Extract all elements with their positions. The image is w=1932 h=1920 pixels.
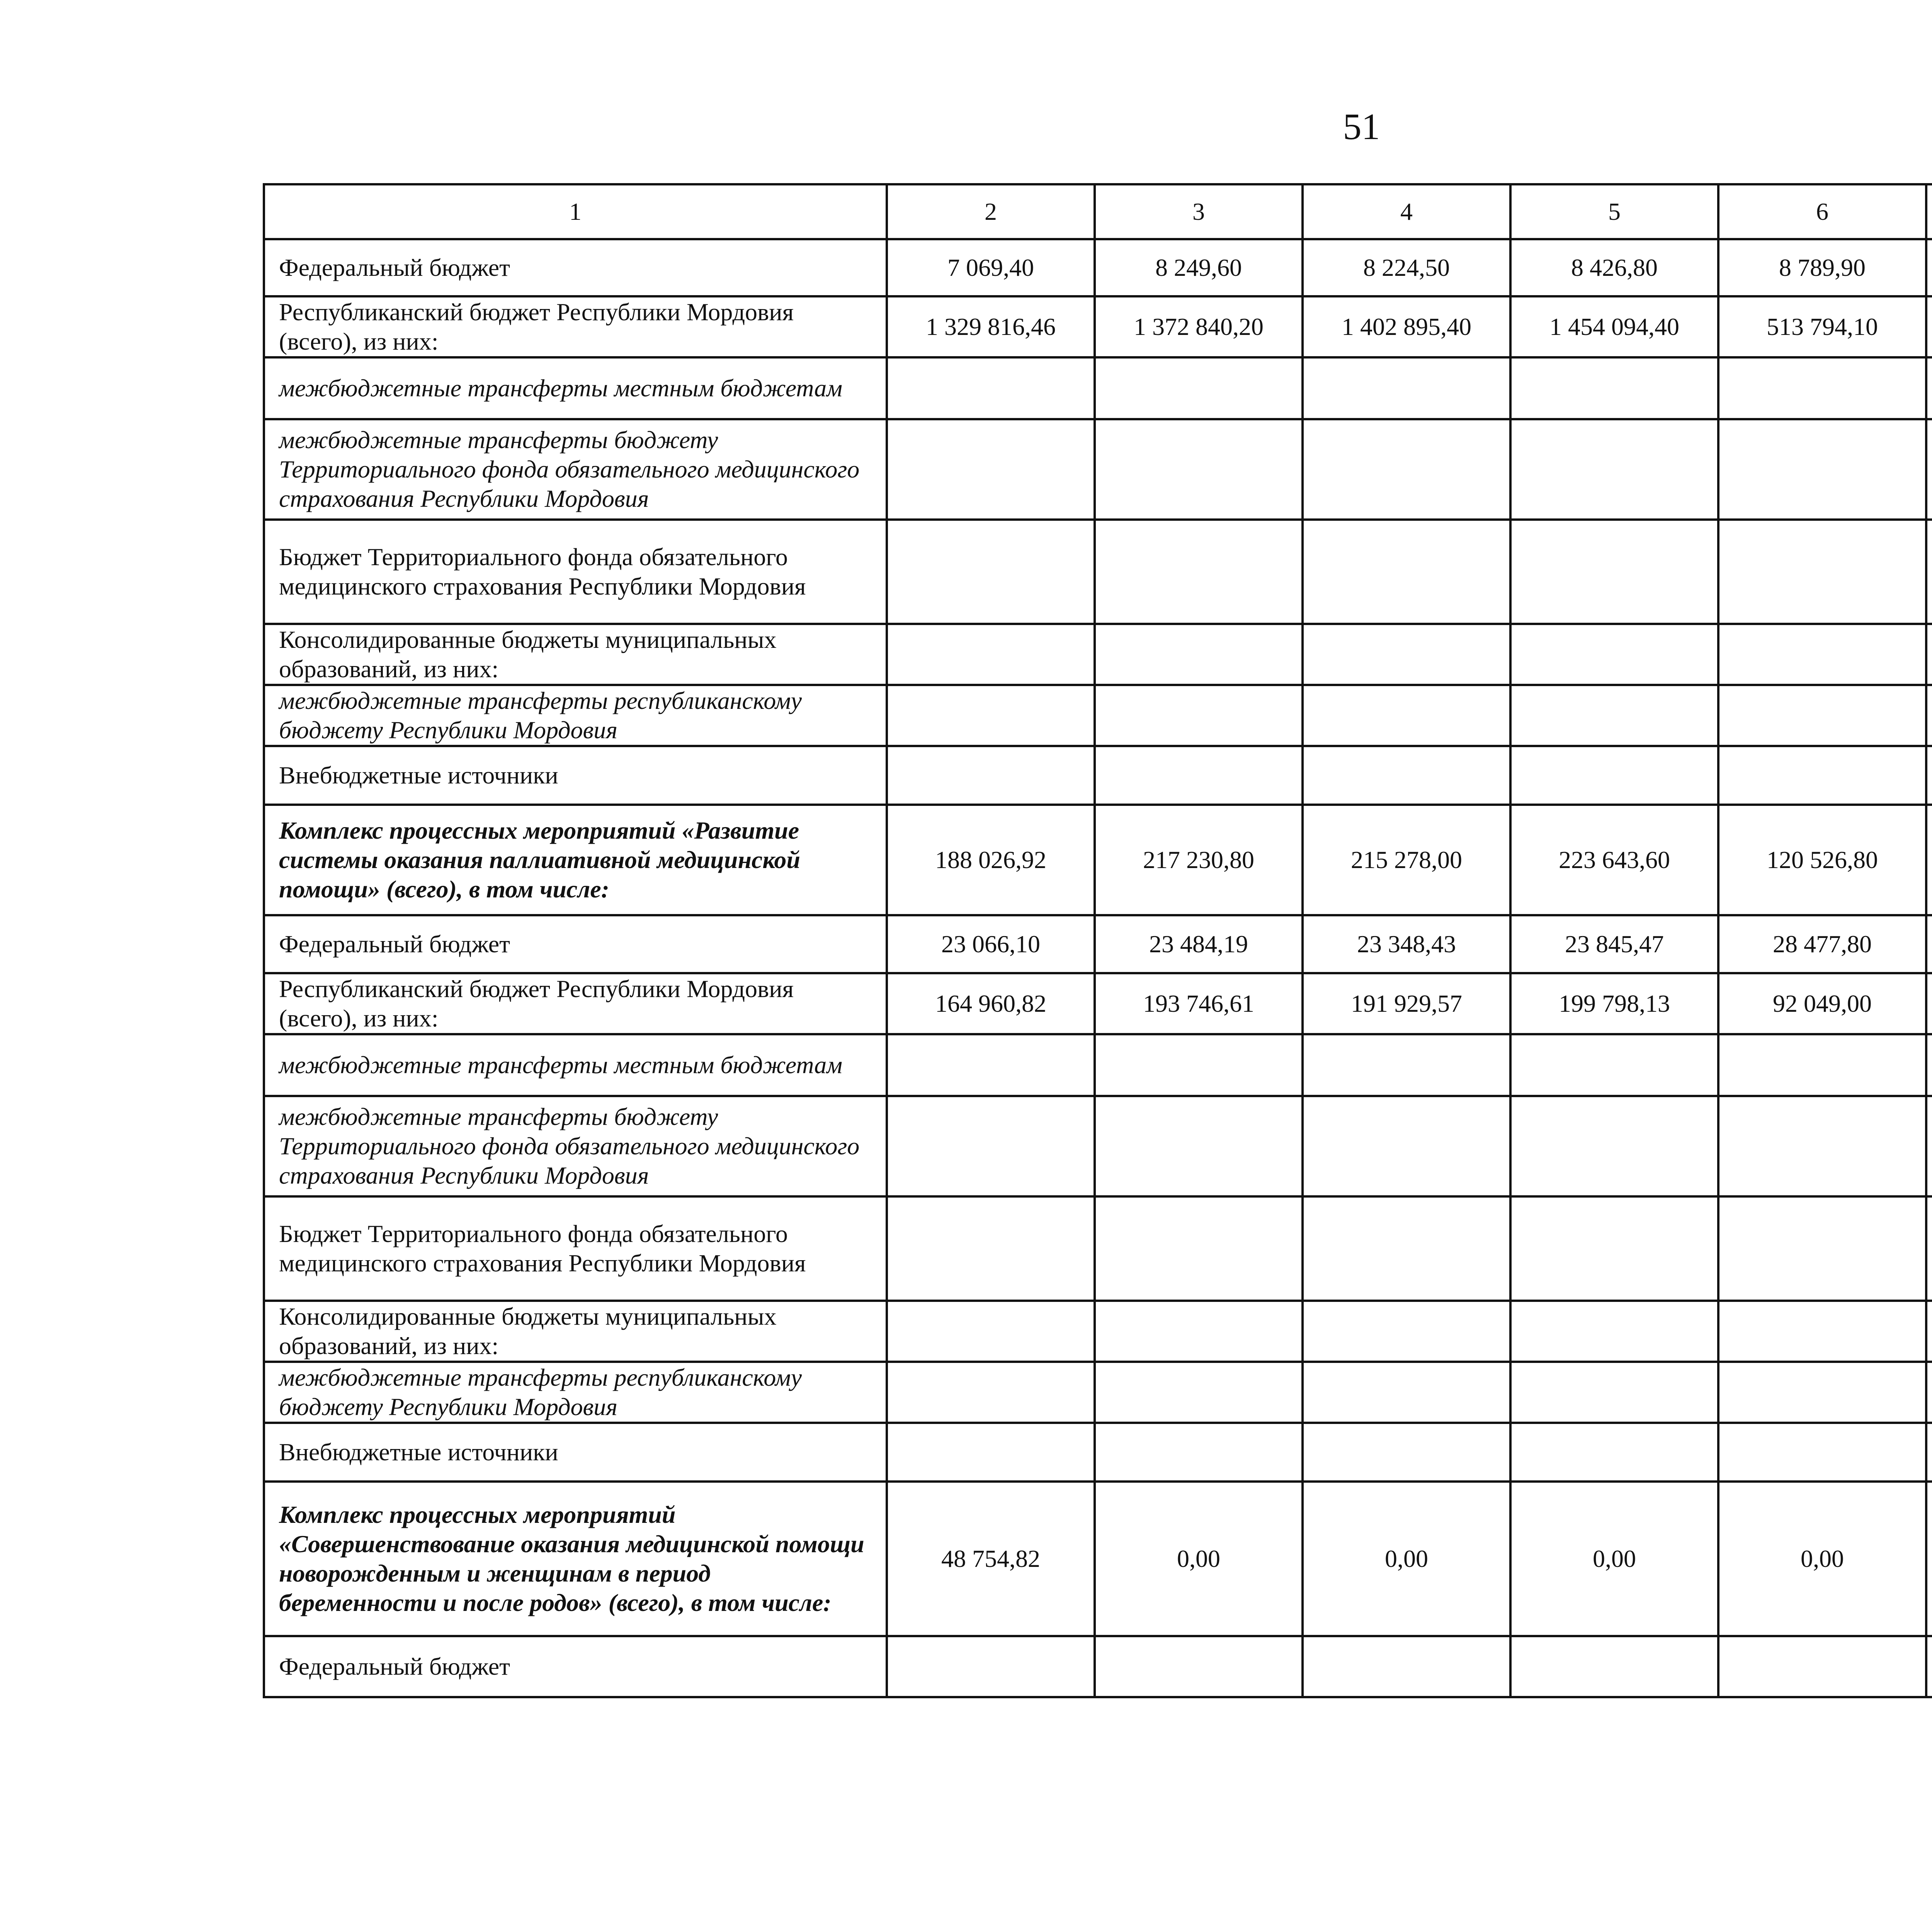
value-cell xyxy=(1303,419,1510,520)
header-row xyxy=(264,184,1932,239)
table-row xyxy=(264,1196,1932,1301)
table-row xyxy=(264,1301,1932,1362)
value-cell xyxy=(1095,1301,1303,1362)
value-cell xyxy=(1303,1301,1510,1362)
value-cell xyxy=(1303,520,1510,624)
value-cell xyxy=(1303,1636,1510,1697)
value-cell xyxy=(1926,915,1932,973)
value-cell: 215 278,00 xyxy=(1303,805,1510,915)
value-cell: 513 794,10 xyxy=(1718,296,1926,357)
value-cell xyxy=(1926,973,1932,1034)
header-cell: 4 xyxy=(1303,184,1510,239)
value-cell xyxy=(1095,520,1303,624)
value-cell xyxy=(887,746,1095,805)
value-cell xyxy=(1926,746,1932,805)
value-cell xyxy=(1510,357,1718,419)
value-cell xyxy=(1510,419,1718,520)
value-cell: 0,00 xyxy=(1303,1482,1510,1636)
value-cell: 1 402 895,40 xyxy=(1303,296,1510,357)
value-cell xyxy=(887,1362,1095,1423)
value-cell xyxy=(1095,624,1303,685)
value-cell xyxy=(1926,1096,1932,1196)
table-row xyxy=(264,973,1932,1034)
value-cell: 199 798,13 xyxy=(1510,973,1718,1034)
value-cell: 7 069,40 xyxy=(887,239,1095,296)
row-name-cell: межбюджетные трансферты республиканскому бюджету Республики Мордовия xyxy=(264,685,887,746)
value-cell xyxy=(1510,624,1718,685)
value-cell xyxy=(1718,746,1926,805)
table-row xyxy=(264,1362,1932,1423)
table-row xyxy=(264,1034,1932,1096)
value-cell xyxy=(1303,1096,1510,1196)
value-cell xyxy=(887,1301,1095,1362)
value-cell xyxy=(1718,419,1926,520)
value-cell xyxy=(1510,1423,1718,1482)
value-cell: 188 026,92 xyxy=(887,805,1095,915)
row-name-cell: Консолидированные бюджеты муниципальных образований, из них: xyxy=(264,1301,887,1362)
row-name-cell: Федеральный бюджет xyxy=(264,915,887,973)
value-cell xyxy=(1926,1423,1932,1482)
value-cell xyxy=(1095,1362,1303,1423)
header-cell xyxy=(1926,184,1932,239)
table-row xyxy=(264,1482,1932,1636)
value-cell xyxy=(1095,746,1303,805)
value-cell xyxy=(887,1196,1095,1301)
table-row xyxy=(264,915,1932,973)
value-cell xyxy=(1926,239,1932,296)
value-cell xyxy=(1510,1096,1718,1196)
value-cell: 28 477,80 xyxy=(1718,915,1926,973)
value-cell xyxy=(1926,419,1932,520)
value-cell: 164 960,82 xyxy=(887,973,1095,1034)
value-cell: 193 746,61 xyxy=(1095,973,1303,1034)
value-cell xyxy=(1303,624,1510,685)
table-row xyxy=(264,357,1932,419)
table-row xyxy=(264,1636,1932,1697)
value-cell: 223 643,60 xyxy=(1510,805,1718,915)
value-cell: 8 249,60 xyxy=(1095,239,1303,296)
value-cell xyxy=(1926,1301,1932,1362)
row-name-cell: Внебюджетные источники xyxy=(264,1423,887,1482)
value-cell: 8 789,90 xyxy=(1718,239,1926,296)
value-cell xyxy=(1303,1423,1510,1482)
row-name-cell: межбюджетные трансферты местным бюджетам xyxy=(264,1034,887,1096)
row-name-cell: Внебюджетные источники xyxy=(264,746,887,805)
value-cell xyxy=(887,520,1095,624)
value-cell: 120 526,80 xyxy=(1718,805,1926,915)
value-cell xyxy=(1510,1034,1718,1096)
value-cell xyxy=(1926,1362,1932,1423)
table-row xyxy=(264,805,1932,915)
value-cell: 0,00 xyxy=(1718,1482,1926,1636)
value-cell xyxy=(1718,685,1926,746)
value-cell xyxy=(1303,1196,1510,1301)
value-cell xyxy=(1718,1301,1926,1362)
value-cell xyxy=(1926,1482,1932,1636)
value-cell: 8 426,80 xyxy=(1510,239,1718,296)
value-cell xyxy=(1926,1034,1932,1096)
value-cell xyxy=(1718,1362,1926,1423)
value-cell xyxy=(1303,357,1510,419)
table-row xyxy=(264,296,1932,357)
value-cell xyxy=(1926,357,1932,419)
value-cell xyxy=(1718,520,1926,624)
value-cell xyxy=(1718,624,1926,685)
value-cell xyxy=(887,1423,1095,1482)
value-cell xyxy=(1718,1423,1926,1482)
value-cell: 8 224,50 xyxy=(1303,239,1510,296)
value-cell xyxy=(1095,1196,1303,1301)
value-cell xyxy=(1510,520,1718,624)
table-row xyxy=(264,624,1932,685)
value-cell: 1 372 840,20 xyxy=(1095,296,1303,357)
value-cell: 23 484,19 xyxy=(1095,915,1303,973)
value-cell xyxy=(1510,1196,1718,1301)
value-cell xyxy=(1510,746,1718,805)
table-row xyxy=(264,685,1932,746)
table-row xyxy=(264,1096,1932,1196)
table-row xyxy=(264,239,1932,296)
value-cell: 217 230,80 xyxy=(1095,805,1303,915)
value-cell xyxy=(1926,805,1932,915)
value-cell: 1 329 816,46 xyxy=(887,296,1095,357)
header-cell: 3 xyxy=(1095,184,1303,239)
row-name-cell: межбюджетные трансферты бюджету Территориального фонда обязательного медицинского страхования Республики Мордовия xyxy=(264,1096,887,1196)
value-cell xyxy=(1510,1301,1718,1362)
row-name-cell: Федеральный бюджет xyxy=(264,1636,887,1697)
row-name-cell: Республиканский бюджет Республики Мордовия (всего), из них: xyxy=(264,296,887,357)
value-cell xyxy=(1926,624,1932,685)
value-cell xyxy=(1510,1362,1718,1423)
value-cell xyxy=(1303,1362,1510,1423)
row-name-cell: Республиканский бюджет Республики Мордовия (всего), из них: xyxy=(264,973,887,1034)
value-cell xyxy=(1303,1034,1510,1096)
value-cell: 23 348,43 xyxy=(1303,915,1510,973)
table-row xyxy=(264,419,1932,520)
value-cell: 191 929,57 xyxy=(1303,973,1510,1034)
value-cell xyxy=(1095,1636,1303,1697)
value-cell xyxy=(1303,746,1510,805)
value-cell xyxy=(1718,357,1926,419)
header-cell: 5 xyxy=(1510,184,1718,239)
header-cell: 2 xyxy=(887,184,1095,239)
value-cell xyxy=(1926,296,1932,357)
value-cell: 0,00 xyxy=(1095,1482,1303,1636)
table-row xyxy=(264,520,1932,624)
value-cell xyxy=(1718,1636,1926,1697)
value-cell xyxy=(887,1636,1095,1697)
value-cell xyxy=(1095,1034,1303,1096)
row-name-cell: Комплекс процессных мероприятий «Развитие системы оказания паллиативной медицинской помощи» (всего), в том числе: xyxy=(264,805,887,915)
row-name-cell: Федеральный бюджет xyxy=(264,239,887,296)
value-cell xyxy=(1926,520,1932,624)
header-cell: 6 xyxy=(1718,184,1926,239)
value-cell: 92 049,00 xyxy=(1718,973,1926,1034)
value-cell: 23 066,10 xyxy=(887,915,1095,973)
row-name-cell: Комплекс процессных мероприятий «Совершенствование оказания медицинской помощи новорожденным и женщинам в период беременности и после родов» (всего), в том числе: xyxy=(264,1482,887,1636)
value-cell xyxy=(1926,1636,1932,1697)
table-row xyxy=(264,1423,1932,1482)
row-name-cell: Бюджет Территориального фонда обязательного медицинского страхования Республики Мордовия xyxy=(264,520,887,624)
value-cell xyxy=(1926,1196,1932,1301)
value-cell xyxy=(1095,357,1303,419)
budget-table xyxy=(263,183,1932,1698)
value-cell xyxy=(1926,685,1932,746)
row-name-cell: межбюджетные трансферты бюджету Территориального фонда обязательного медицинского страхования Республики Мордовия xyxy=(264,419,887,520)
value-cell xyxy=(1303,685,1510,746)
value-cell: 1 454 094,40 xyxy=(1510,296,1718,357)
header-cell: 1 xyxy=(264,184,887,239)
table-row xyxy=(264,746,1932,805)
value-cell xyxy=(1718,1096,1926,1196)
row-name-cell: Бюджет Территориального фонда обязательного медицинского страхования Республики Мордовия xyxy=(264,1196,887,1301)
value-cell: 0,00 xyxy=(1510,1482,1718,1636)
value-cell xyxy=(887,685,1095,746)
row-name-cell: Консолидированные бюджеты муниципальных образований, из них: xyxy=(264,624,887,685)
value-cell xyxy=(1095,419,1303,520)
value-cell xyxy=(1095,1423,1303,1482)
row-name-cell: межбюджетные трансферты республиканскому бюджету Республики Мордовия xyxy=(264,1362,887,1423)
value-cell xyxy=(887,419,1095,520)
page-number: 51 xyxy=(1343,106,1380,147)
value-cell: 48 754,82 xyxy=(887,1482,1095,1636)
value-cell xyxy=(1095,1096,1303,1196)
value-cell xyxy=(1510,1636,1718,1697)
value-cell xyxy=(1718,1034,1926,1096)
value-cell xyxy=(1095,685,1303,746)
value-cell xyxy=(1718,1196,1926,1301)
value-cell xyxy=(1510,685,1718,746)
value-cell xyxy=(887,624,1095,685)
value-cell: 23 845,47 xyxy=(1510,915,1718,973)
value-cell xyxy=(887,357,1095,419)
value-cell xyxy=(887,1034,1095,1096)
value-cell xyxy=(887,1096,1095,1196)
row-name-cell: межбюджетные трансферты местным бюджетам xyxy=(264,357,887,419)
